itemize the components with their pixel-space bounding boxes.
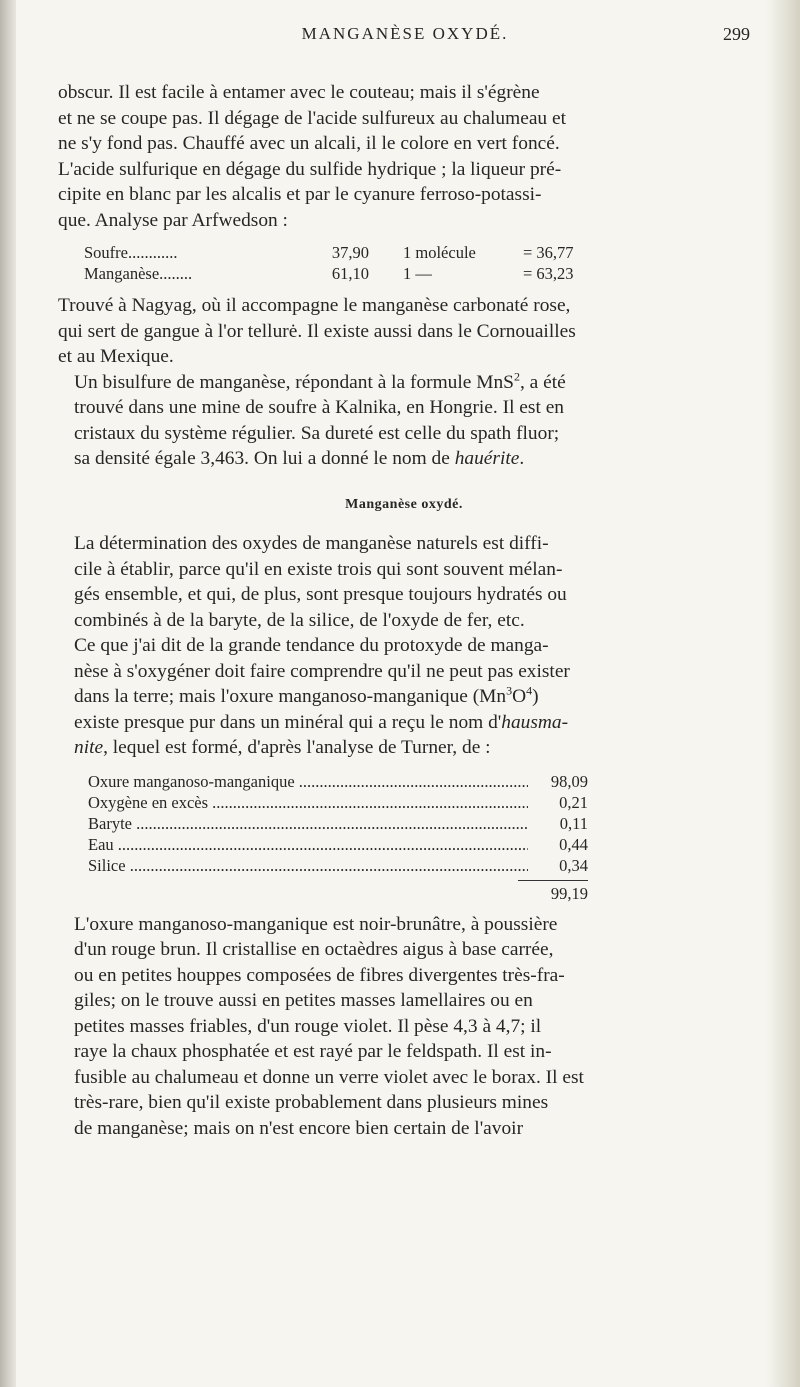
text-line: existe presque pur dans un minéral qui a reçu le nom d'hausma-	[74, 711, 569, 733]
text-line: gés ensemble, et qui, de plus, sont presque toujours hydratés ou	[74, 584, 567, 605]
calculated-value: = 63,23	[523, 264, 574, 283]
text-line: dans la terre; mais l'oxure manganoso-manganique $(Mn^3O^4)$	[74, 683, 539, 707]
paragraph-oxides	[58, 531, 750, 633]
element-name: Soufre............	[84, 243, 178, 262]
text-line: et au Mexique.	[58, 346, 174, 367]
running-head: MANGANÈSE OXYDÉ.	[301, 24, 509, 43]
text-line: nèse à s'oxygéner doit faire comprendre qu'il ne peut pas exister	[74, 660, 570, 682]
text-line: très-rare, bien qu'il existe probablement dans plusieurs mines	[74, 1092, 549, 1113]
paragraph-properties	[58, 912, 750, 1142]
section-title: Manganèse oxydé.	[345, 496, 463, 512]
text-line: L'acide sulfurique en dégage du sulfide hydrique ; la liqueur pré-	[58, 158, 562, 180]
text-line: sa densité égale 3,463. On lui a donné le nom de hauérite.	[74, 448, 525, 469]
mineral-name: hausma-	[501, 711, 569, 733]
text-line: fusible au chalumeau et donne un verre violet avec le borax. Il est	[74, 1066, 584, 1088]
text-line: La détermination des oxydes de manganèse naturels est diffi-	[74, 533, 549, 554]
paragraph-locality	[58, 293, 750, 370]
text-line: cile à établir, parce qu'il en existe trois qui sont souvent mélan-	[74, 558, 563, 580]
text-line: d'un rouge brun. Il cristallise en octaèdres aigus à base carrée,	[74, 939, 554, 960]
table-row: Eau ..... 0,44	[88, 834, 588, 855]
mineral-name: hauérite	[454, 448, 520, 469]
text-line: combinés à de la baryte, de la silice, de l'oxyde de fer, etc.	[74, 609, 525, 631]
page-edge	[766, 0, 800, 1387]
paragraph-arfwedson-intro	[58, 80, 750, 233]
text-line: trouvé dans une mine de soufre à Kalnika, en Hongrie. Il est en	[74, 397, 564, 418]
paragraph-hausmannite	[58, 633, 750, 761]
table-row: Baryte ..... 0,11	[88, 813, 588, 834]
table-row	[84, 242, 643, 263]
molecule-count: 1 molécule	[403, 243, 476, 262]
molecule-count: 1 —	[403, 264, 432, 283]
text-line: et ne se coupe pas. Il dégage de l'acide sulfureux au chalumeau et	[58, 107, 566, 129]
text-line: giles; on le trouve aussi en petites masses lamellaires ou en	[74, 990, 533, 1011]
calculated-value: = 36,77	[523, 243, 574, 262]
page-number: 299	[723, 24, 750, 44]
table-total: 99,19	[88, 876, 588, 904]
page-header	[60, 20, 750, 50]
text-line: nite, lequel est formé, d'après l'analyse de Turner, de :	[74, 737, 491, 758]
text-line: Trouvé à Nagyag, où il accompagne le manganèse carbonaté rose,	[58, 295, 571, 316]
text-line: ne s'y fond pas. Chauffé avec un alcali, il le colore en vert foncé.	[58, 133, 560, 154]
text-line: ou en petites houppes composées de fibres divergentes très-fra-	[74, 964, 565, 986]
text-line: que. Analyse par Arfwedson :	[58, 209, 288, 231]
body-text	[58, 80, 750, 1141]
text-line: obscur. Il est facile à entamer avec le couteau; mais il s'égrène	[58, 82, 540, 103]
text-line: petites masses friables, d'un rouge violet. Il pèse 4,3 à 4,7; il	[74, 1015, 542, 1037]
element-name: Manganèse........	[84, 264, 193, 283]
text-line: Ce que j'ai dit de la grande tendance du protoxyde de manga-	[74, 635, 549, 656]
formula-superscript: 2	[513, 369, 520, 384]
text-line: Un bisulfure de manganèse, répondant à la formule MnS$^2$, a été	[74, 369, 566, 393]
text-line: cipite en blanc par les alcalis et par le cyanure ferroso-potassi-	[58, 184, 542, 205]
element-value: 37,90	[331, 243, 369, 262]
element-value: 61,10	[331, 264, 369, 283]
text-line: cristaux du système régulier. Sa dureté est celle du spath fluor;	[74, 422, 560, 444]
page-gutter	[0, 0, 16, 1387]
mineral-name: nite	[74, 737, 104, 758]
arfwedson-analysis-table	[84, 242, 643, 284]
table-row: Oxure manganoso-manganique ..... 98,09	[88, 771, 588, 792]
paragraph-hauerite	[58, 370, 750, 472]
text-line: L'oxure manganoso-manganique est noir-brunâtre, à poussière	[74, 913, 558, 935]
text-line: raye la chaux phosphatée et est rayé par le feldspath. Il est in-	[74, 1041, 552, 1062]
table-row: Silice ..... 0,34	[88, 855, 588, 876]
table-row: Oxygène en excès ..... 0,21	[88, 792, 588, 813]
turner-analysis-table	[88, 771, 588, 904]
text-line: qui sert de gangue à l'or tellurė. Il existe aussi dans le Cornouailles	[58, 320, 576, 342]
text-line: de manganèse; mais on n'est encore bien certain de l'avoir	[74, 1117, 524, 1139]
table-row	[84, 263, 643, 284]
